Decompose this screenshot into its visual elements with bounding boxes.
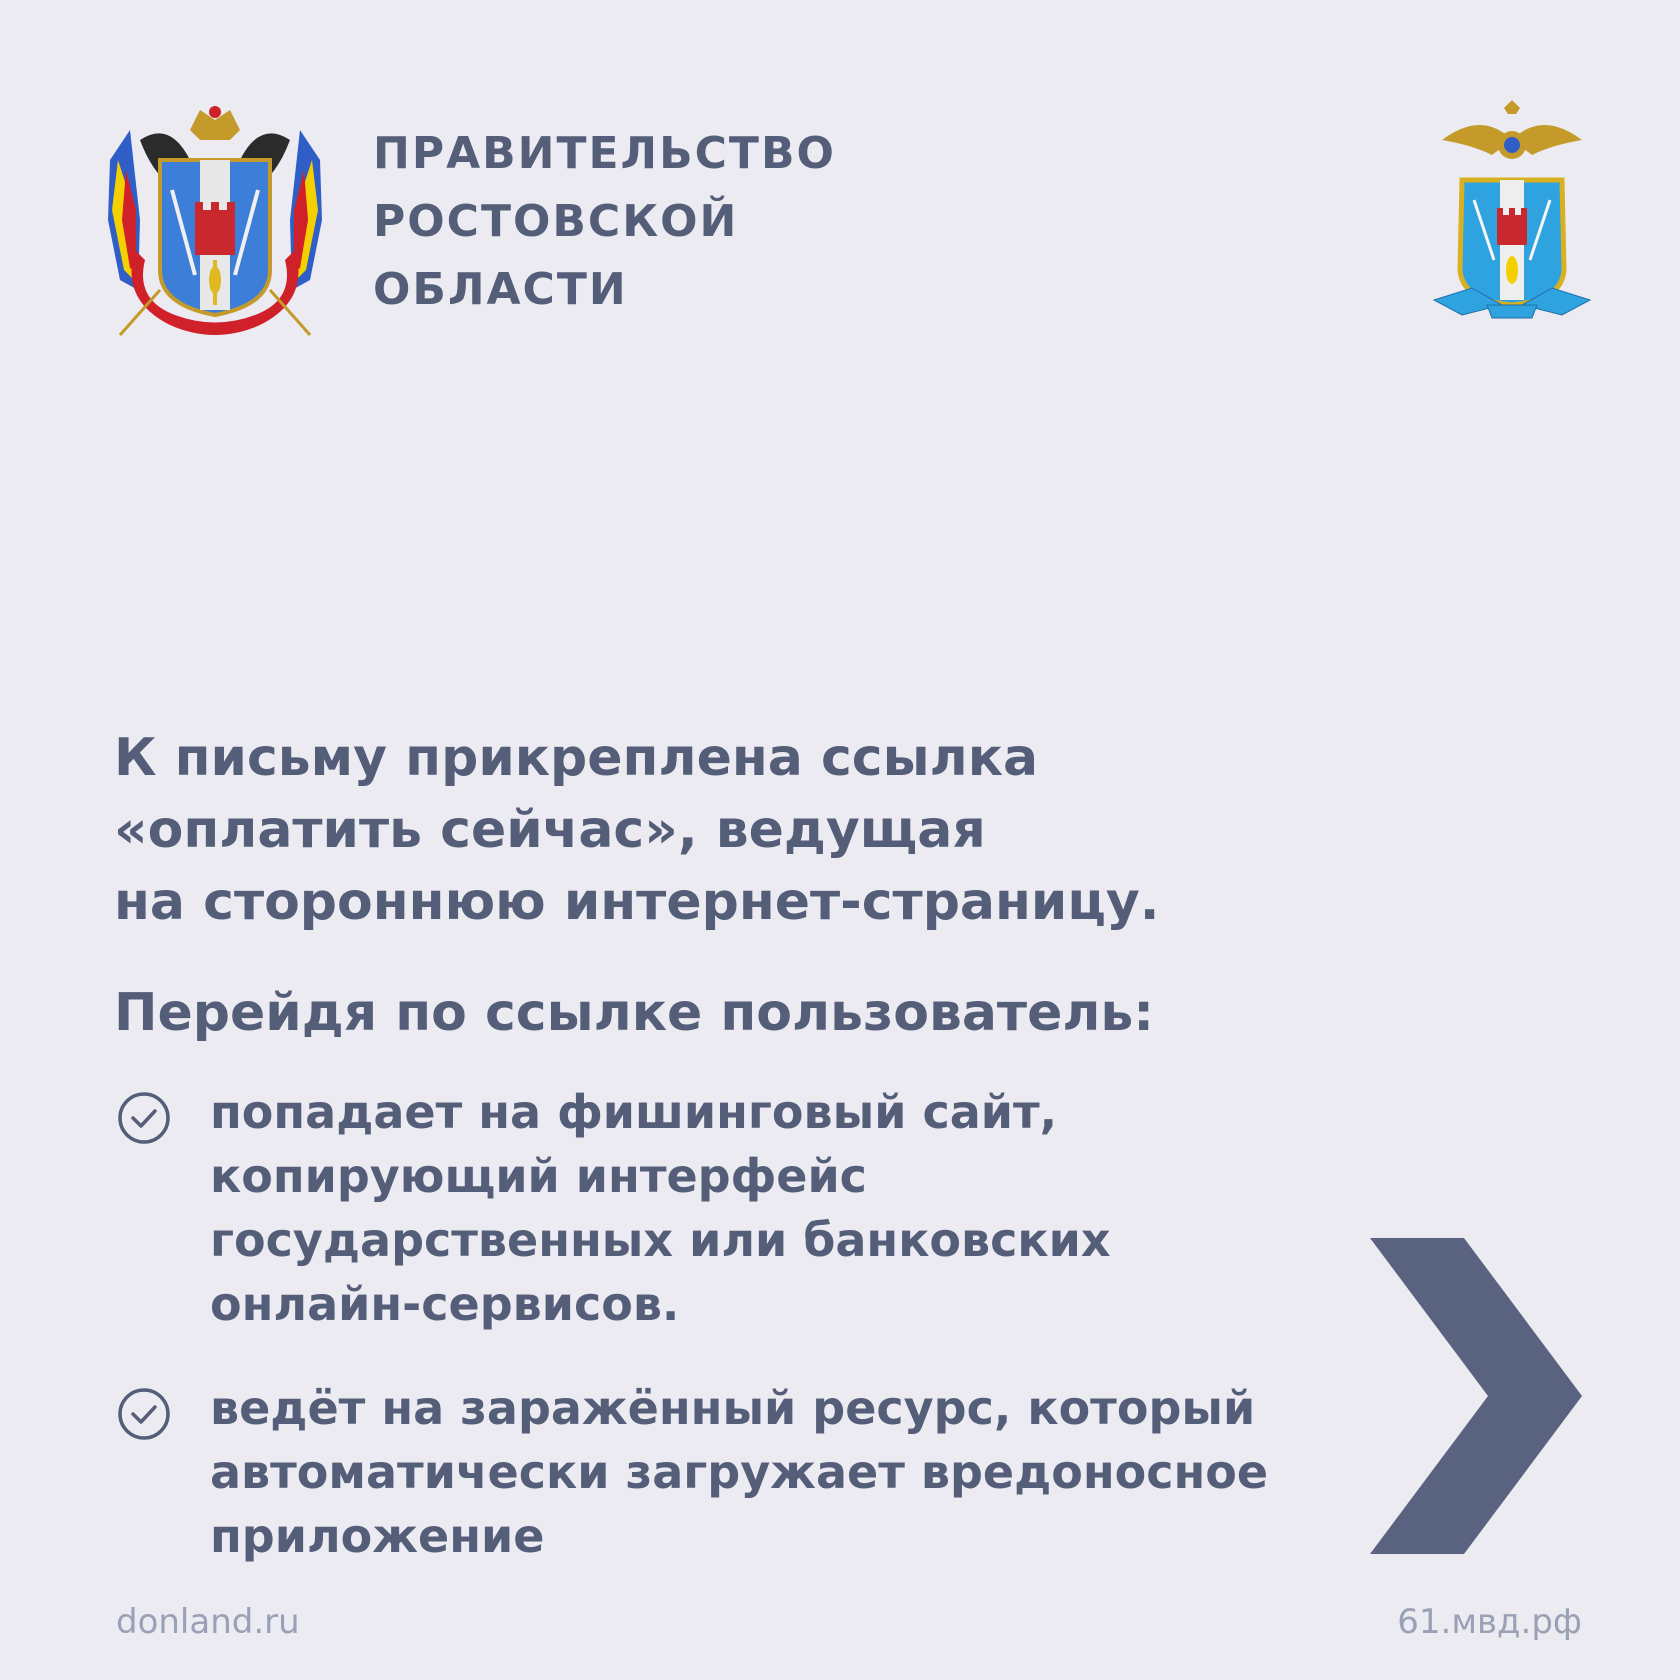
organization-title-line-2: РОСТОВСКОЙ <box>373 196 739 247</box>
bullet-item <box>116 1376 1268 1568</box>
bullet-line: попадает на фишинговый сайт, <box>210 1085 1058 1139</box>
organization-title <box>373 120 836 324</box>
mvd-emblem-logo <box>1432 100 1592 320</box>
footer-site-link[interactable]: donland.ru <box>116 1602 300 1642</box>
footer-mvd-link[interactable]: 61.мвд.рф <box>1397 1602 1582 1642</box>
organization-title-line-3: ОБЛАСТИ <box>373 264 628 315</box>
bullet-line: автоматически загружает вредоносное <box>210 1445 1269 1499</box>
intro-paragraph <box>114 722 1160 938</box>
check-circle-icon <box>116 1090 172 1146</box>
chevron-right-icon[interactable] <box>1370 1238 1582 1554</box>
intro-line-2: «оплатить сейчас», ведущая <box>114 800 986 860</box>
subtitle-heading: Перейдя по ссылке пользователь: <box>114 983 1155 1043</box>
bullet-text <box>210 1376 1268 1568</box>
check-circle-icon <box>116 1386 172 1442</box>
bullet-line: копирующий интерфейс <box>210 1149 867 1203</box>
bullet-line: приложение <box>210 1509 545 1563</box>
bullet-item <box>116 1080 1111 1336</box>
bullet-line: ведёт на заражённый ресурс, который <box>210 1381 1256 1435</box>
intro-line-3: на стороннюю интернет-страницу. <box>114 872 1160 932</box>
rostov-coat-of-arms-logo <box>100 100 330 345</box>
organization-title-line-1: ПРАВИТЕЛЬСТВО <box>373 128 836 179</box>
intro-line-1: К письму прикреплена ссылка <box>114 728 1039 788</box>
bullet-line: государственных или банковских <box>210 1213 1111 1267</box>
bullet-line: онлайн-сервисов. <box>210 1277 680 1331</box>
bullet-text <box>210 1080 1111 1336</box>
